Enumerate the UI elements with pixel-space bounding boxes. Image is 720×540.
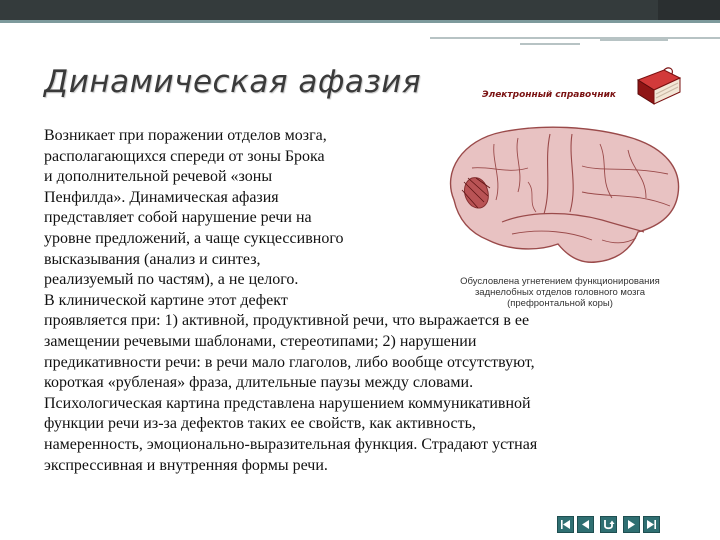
previous-slide-icon (578, 517, 593, 532)
body-line: Психологическая картина представлена нарушением коммуникативной (44, 394, 531, 412)
body-line: располагающихся спереди от зоны Брока (44, 147, 325, 165)
return-button[interactable] (600, 516, 617, 533)
body-line: представляет собой нарушение речи на (44, 209, 312, 227)
body-line: реализуемый по частям), а не целого. (44, 271, 299, 289)
body-line: и дополнительной речевой «зоны (44, 168, 273, 186)
top-bar (0, 0, 720, 22)
return-icon (601, 517, 616, 532)
body-line: Возникает при поражении отделов мозга, (44, 127, 327, 144)
body-line: высказывания (анализ и синтез, (44, 250, 261, 268)
book-icon (634, 66, 684, 108)
body-line: уровне предложений, а чаще сукцессивного (44, 229, 344, 247)
body-line: Пенфилда». Динамическая афазия (44, 188, 279, 206)
last-slide-icon (644, 517, 659, 532)
slide-title: Динамическая афазия (44, 64, 422, 100)
caption-line: (префронтальной коры) (507, 298, 613, 309)
body-line: короткая «рубленая» фраза, длительные паузы между словами. (44, 374, 474, 392)
reference-label: Электронный справочник (482, 90, 617, 100)
body-text (44, 126, 694, 476)
body-line: предикативности речи: в речи мало глаголов, либо вообще отсутствуют, (44, 353, 535, 371)
last-slide-button[interactable] (643, 516, 660, 533)
top-bar-dark-right (658, 0, 720, 20)
first-slide-icon (558, 517, 573, 532)
decorative-line (600, 39, 668, 41)
caption-line: заднелобных отделов головного мозга (474, 287, 646, 298)
body-line: функции речи из-за дефектов таких ее свойств, как активность, (44, 415, 476, 433)
previous-slide-button[interactable] (577, 516, 594, 533)
decorative-line (520, 43, 580, 45)
top-bar-dark (0, 0, 720, 20)
body-line: проявляется при: 1) активной, продуктивной речи, что выражается в ее (44, 312, 530, 330)
next-slide-button[interactable] (623, 516, 640, 533)
body-line: намеренность, эмоционально-выразительная функция. Страдают устная (44, 435, 538, 453)
next-slide-icon (624, 517, 639, 532)
body-line: В клинической картине этот дефект (44, 291, 288, 309)
body-line: экспрессивная и внутренняя формы речи. (44, 456, 328, 474)
caption-line: Обусловлена угнетением функционирования (460, 276, 660, 287)
top-bar-accent (0, 20, 720, 23)
body-line: замещении речевыми шаблонами, стереотипами; 2) нарушении (44, 332, 477, 350)
decorative-line (430, 37, 720, 39)
first-slide-button[interactable] (557, 516, 574, 533)
